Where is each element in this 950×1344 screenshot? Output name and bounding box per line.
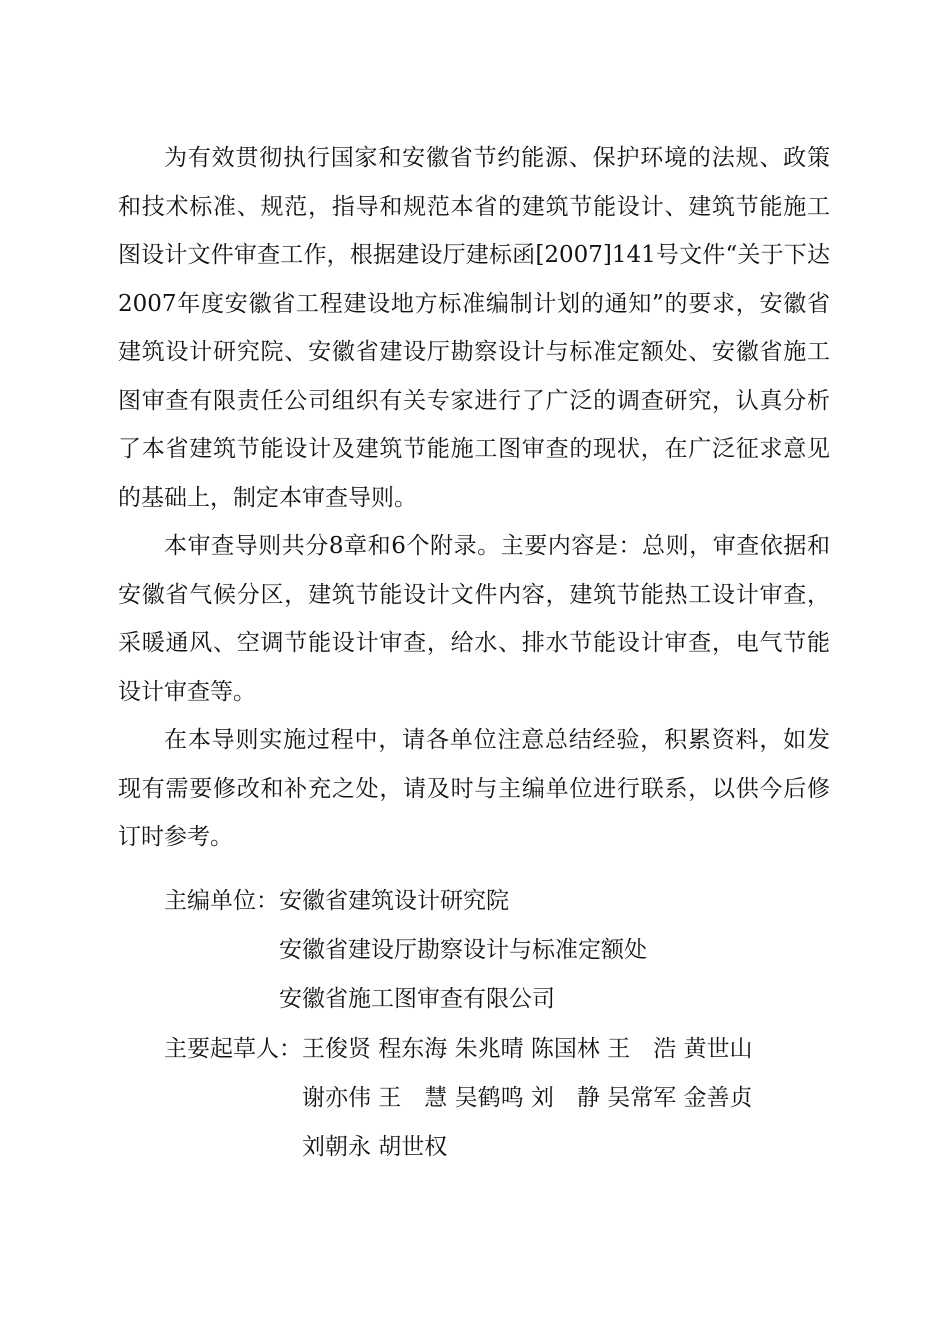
editor-unit: 安徽省建筑设计研究院 [279, 888, 509, 914]
editor-units-list [279, 877, 647, 1024]
preface-paragraph-3: 在本导则实施过程中，请各单位注意总结经验，积累资料，如发现有需要修改和补充之处，请及时与主编单位进行联系，以供今后修订时参考。 [118, 727, 830, 850]
main-drafters-list [302, 1025, 753, 1172]
preface-body [118, 134, 830, 862]
editor-unit: 安徽省施工图审查有限公司 [279, 986, 555, 1012]
credits-section [164, 877, 824, 1172]
preface-paragraph-2: 本审查导则共分8章和6个附录。主要内容是：总则，审查依据和安徽省气候分区，建筑节能设计文件内容，建筑节能热工设计审查，采暖通风、空调节能设计审查，给水、排水节能设计审查，电气节能设计审查等。 [118, 533, 830, 705]
editor-units-label: 主编单位： [164, 888, 279, 914]
preface-paragraph-1: 为有效贯彻执行国家和安徽省节约能源、保护环境的法规、政策和技术标准、规范，指导和规范本省的建筑节能设计、建筑节能施工图设计文件审查工作，根据建设厅建标函[2007]141号文件“关于下达2007年度安徽省工程建设地方标准编制计划的通知”的要求，安徽省建筑设计研究院、安徽省建设厅勘察设计与标准定额处、安徽省施工图审查有限责任公司组织有关专家进行了广泛的调查研究，认真分析了本省建筑节能设计及建筑节能施工图审查的现状，在广泛征求意见的基础上，制定本审查导则。 [118, 145, 830, 511]
main-drafters-label: 主要起草人： [164, 1036, 302, 1062]
drafter-names-line: 谢亦伟 王 慧 吴鹤鸣 刘 静 吴常军 金善贞 [302, 1085, 753, 1111]
editor-units [164, 877, 824, 1024]
drafter-names-line: 刘朝永 胡世权 [302, 1134, 448, 1160]
main-drafters [164, 1025, 824, 1172]
drafter-names-line: 王俊贤 程东海 朱兆晴 陈国林 王 浩 黄世山 [302, 1036, 753, 1062]
editor-unit: 安徽省建设厅勘察设计与标准定额处 [279, 937, 647, 963]
